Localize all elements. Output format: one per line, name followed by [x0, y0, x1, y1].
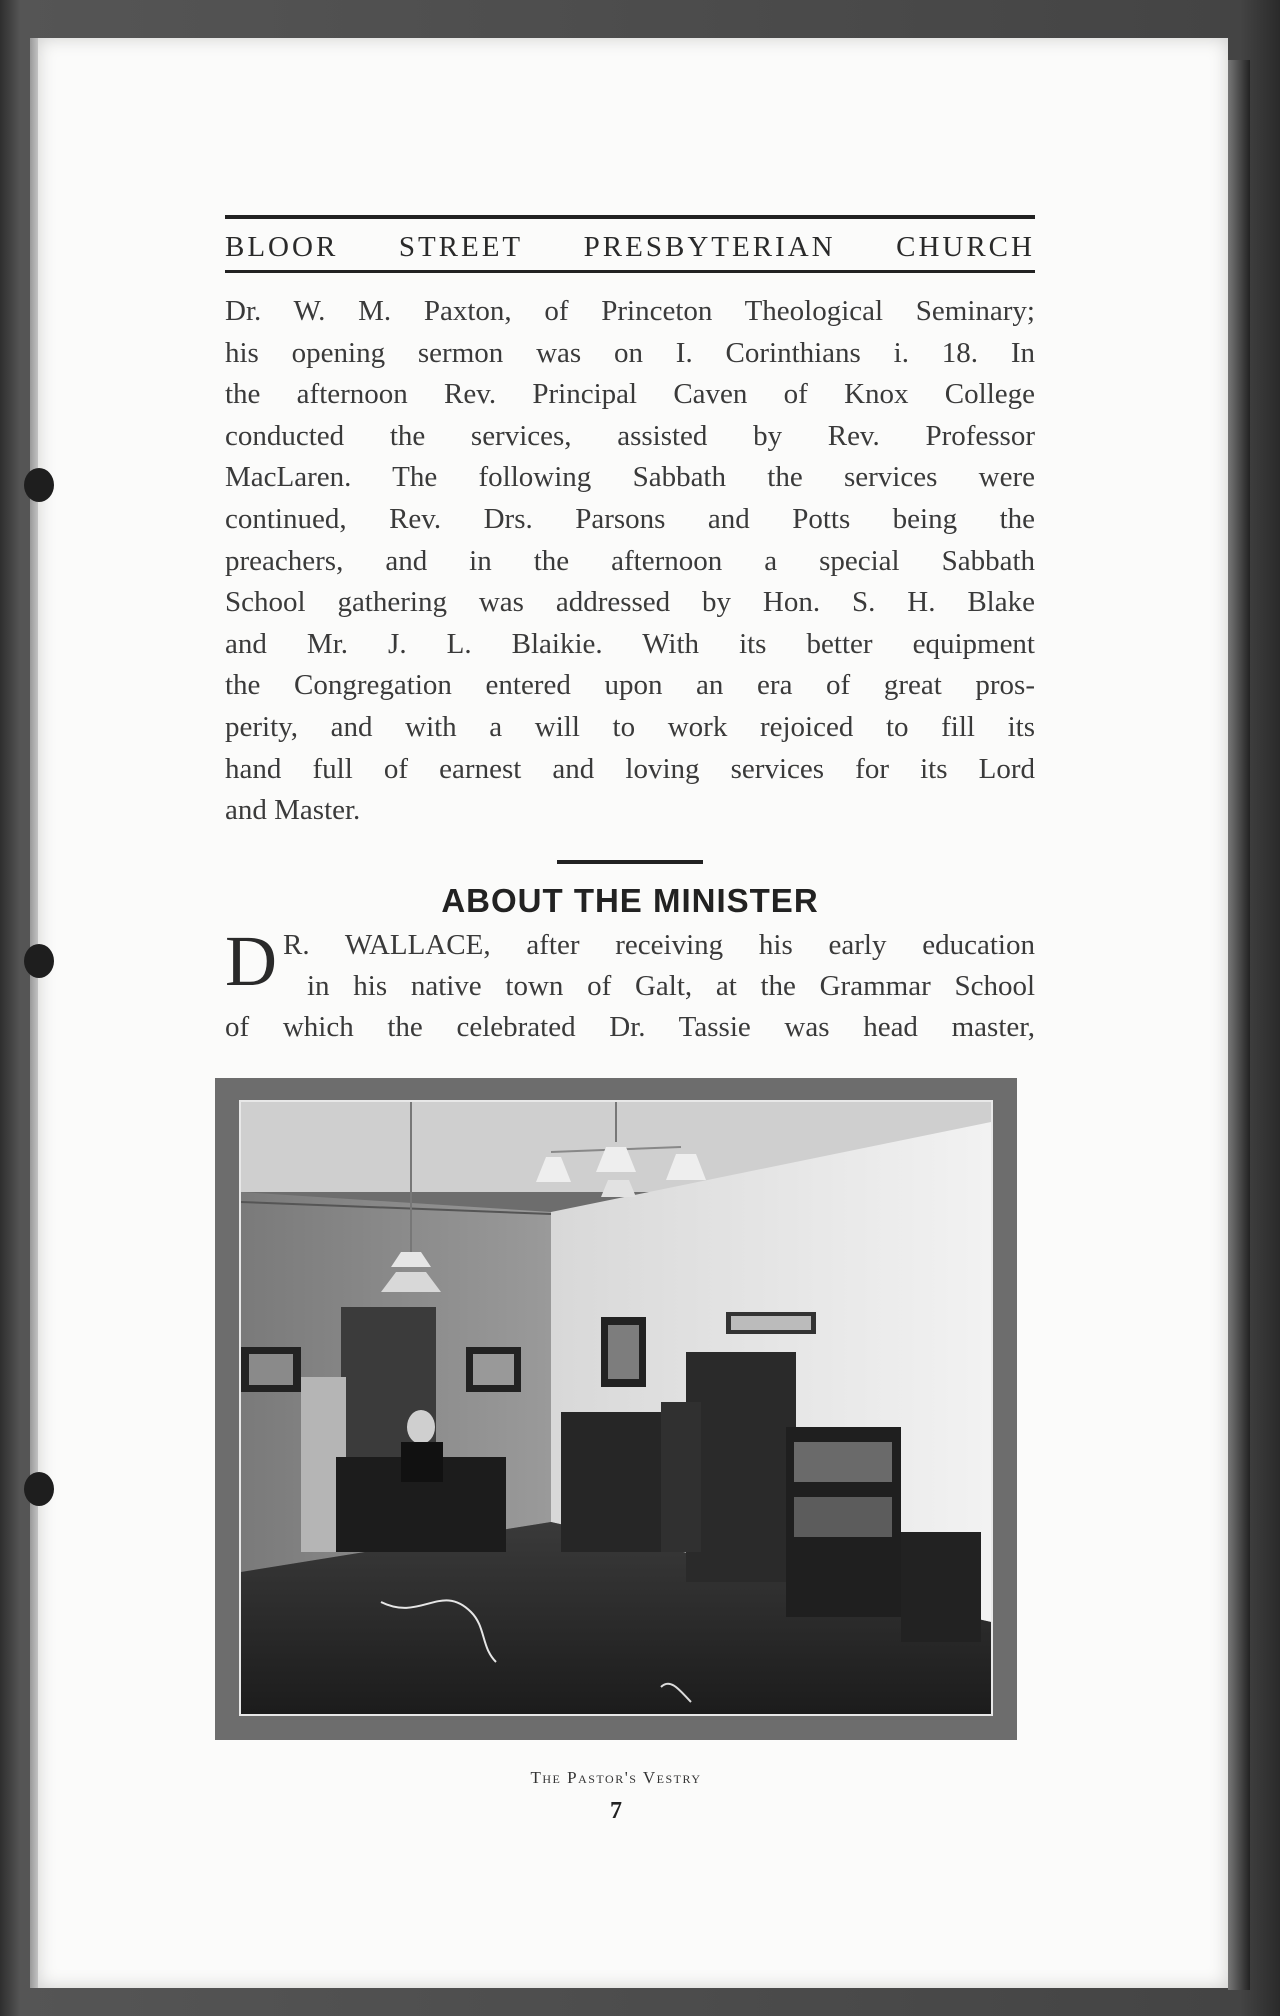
text-line: and Mr. J. L. Blaikie. With its better equipment [225, 627, 1035, 660]
minister-paragraph [225, 920, 1035, 1048]
binder-hole-top [24, 468, 54, 502]
text-line: perity, and with a will to work rejoiced to fill its [225, 710, 1035, 743]
page-content [225, 215, 1035, 1048]
header-bottom-rule [225, 270, 1035, 273]
text-line: the Congregation entered upon an era of great pros- [225, 669, 1035, 702]
binder-hole-middle [24, 944, 54, 978]
running-head-word: STREET [398, 231, 524, 263]
photo-caption: The Pastor's Vestry [530, 1768, 702, 1787]
text-line: Dr. W. M. Paxton, of Princeton Theological Seminary; [225, 295, 1035, 327]
text-line: R. WALLACE, after receiving his early education [283, 928, 1035, 961]
running-head [225, 219, 1035, 270]
text-line: MacLaren. The following Sabbath the services were [225, 461, 1035, 494]
text-line: continued, Rev. Drs. Parsons and Potts being the [225, 502, 1035, 535]
text-line: of which the celebrated Dr. Tassie was head master, [225, 1010, 1035, 1043]
text-line: conducted the services, assisted by Rev. Professor [225, 419, 1035, 452]
page-number: 7 [610, 1798, 622, 1824]
text-line: in his native town of Galt, at the Grammar School [307, 969, 1035, 1002]
running-head-word: PRESBYTERIAN [583, 231, 836, 263]
body-paragraph [225, 291, 1035, 832]
text-line: hand full of earnest and loving services for its Lord [225, 752, 1035, 785]
section-title: ABOUT THE MINISTER [441, 881, 819, 919]
binder-hole-bottom [24, 1472, 54, 1506]
running-head-word: CHURCH [896, 231, 1035, 263]
section-divider [557, 860, 703, 864]
photo-mount [215, 1078, 1017, 1740]
text-line: School gathering was addressed by Hon. S. H. Blake [225, 586, 1035, 619]
running-head-word: BLOOR [225, 231, 339, 263]
drop-cap: D [225, 920, 277, 1001]
text-line: preachers, and in the afternoon a special Sabbath [225, 544, 1035, 577]
vestry-photograph [239, 1100, 993, 1716]
text-line: the afternoon Rev. Principal Caven of Knox College [225, 378, 1035, 411]
page-edge-shadow [1228, 60, 1250, 1990]
text-line: and Master. [225, 794, 361, 827]
text-line: his opening sermon was on I. Corinthians i. 18. In [225, 336, 1035, 369]
